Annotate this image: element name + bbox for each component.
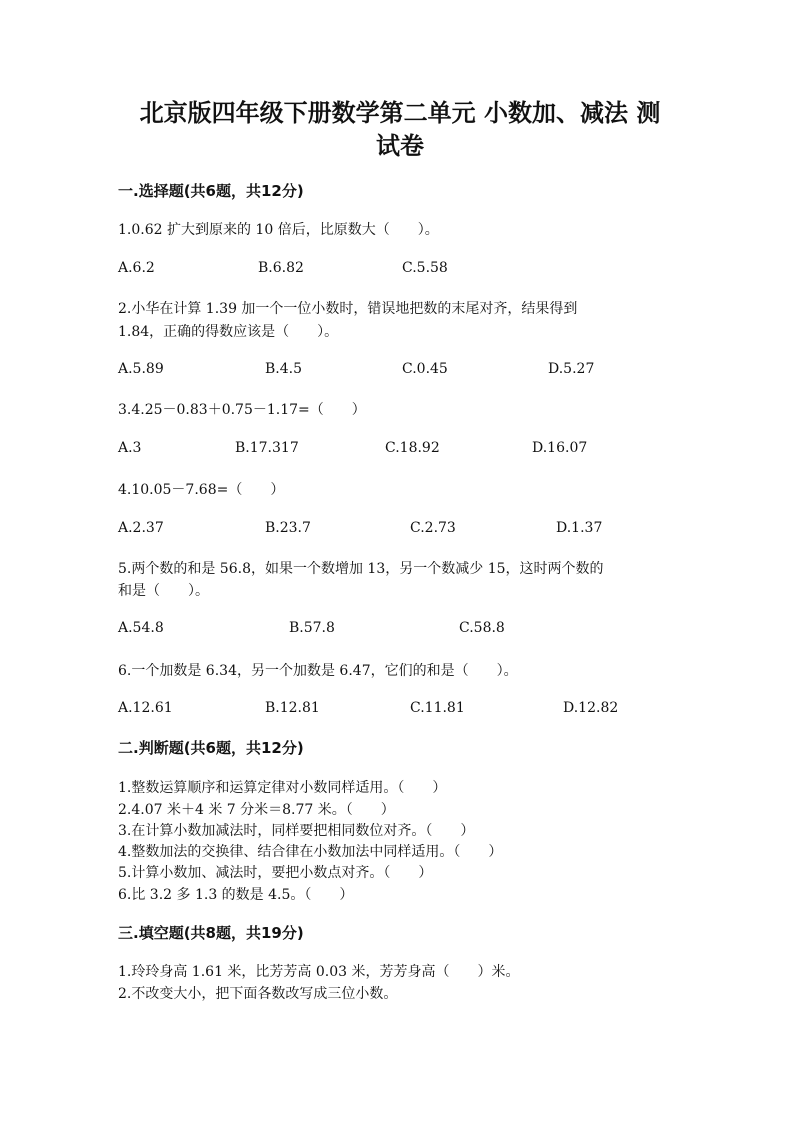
question-5-option-a: A.54.8: [118, 620, 164, 636]
question-1-text: 1.0.62 扩大到原来的 10 倍后，比原数大（ ）。: [118, 222, 439, 238]
question-3-option-c: C.18.92: [385, 440, 440, 456]
judge-item-3: 3.在计算小数加减法时，同样要把相同数位对齐。（ ）: [118, 823, 475, 839]
question-1-option-a: A.6.2: [118, 260, 155, 276]
fill-item-1: 1.玲玲身高 1.61 米，比芳芳高 0.03 米，芳芳身高（ ）米。: [118, 964, 520, 980]
question-2-option-d: D.5.27: [548, 361, 595, 377]
section-heading-fill: 三.填空题(共8题，共19分): [118, 924, 304, 942]
question-2-option-a: A.5.89: [118, 361, 164, 377]
question-4-option-c: C.2.73: [410, 520, 456, 536]
question-5-text-line-1: 5.两个数的和是 56.8，如果一个数增加 13，另一个数减少 15，这时两个数的: [118, 561, 604, 577]
question-5-option-c: C.58.8: [459, 620, 505, 636]
page-title-line-1: 北京版四年级下册数学第二单元 小数加、减法 测: [139, 98, 661, 127]
question-2-text-line-1: 2.小华在计算 1.39 加一个一位小数时，错误地把数的末尾对齐，结果得到: [118, 301, 578, 317]
question-1-option-c: C.5.58: [402, 260, 448, 276]
question-2-text-line-2: 1.84，正确的得数应该是（ ）。: [118, 324, 339, 340]
section-heading-judge: 二.判断题(共6题，共12分): [118, 739, 304, 757]
question-6-option-d: D.12.82: [563, 700, 619, 716]
page-title-line-2: 试卷: [376, 131, 424, 160]
judge-item-2: 2.4.07 米＋4 米 7 分米＝8.77 米。（ ）: [118, 802, 395, 818]
question-6-text: 6.一个加数是 6.34，另一个加数是 6.47，它们的和是（ ）。: [118, 663, 518, 679]
judge-item-5: 5.计算小数加、减法时，要把小数点对齐。（ ）: [118, 865, 433, 881]
question-3-option-a: A.3: [118, 440, 142, 456]
question-1-option-b: B.6.82: [258, 260, 304, 276]
question-5-option-b: B.57.8: [289, 620, 335, 636]
judge-item-4: 4.整数加法的交换律、结合律在小数加法中同样适用。（ ）: [118, 844, 503, 860]
question-3-text: 3.4.25－0.83＋0.75－1.17=（ ）: [118, 402, 366, 418]
question-4-option-d: D.1.37: [556, 520, 603, 536]
question-2-option-b: B.4.5: [265, 361, 303, 377]
question-3-option-d: D.16.07: [532, 440, 588, 456]
judge-item-6: 6.比 3.2 多 1.3 的数是 4.5。（ ）: [118, 887, 354, 903]
question-3-option-b: B.17.317: [235, 440, 299, 456]
question-4-option-a: A.2.37: [118, 520, 164, 536]
question-4-option-b: B.23.7: [265, 520, 311, 536]
fill-item-2: 2.不改变大小，把下面各数改写成三位小数。: [118, 986, 398, 1002]
judge-item-1: 1.整数运算顺序和运算定律对小数同样适用。（ ）: [118, 780, 447, 796]
question-5-text-line-2: 和是（ ）。: [118, 583, 209, 599]
section-heading-choice: 一.选择题(共6题，共12分): [118, 182, 304, 200]
question-6-option-c: C.11.81: [410, 700, 465, 716]
question-2-option-c: C.0.45: [402, 361, 448, 377]
question-4-text: 4.10.05－7.68=（ ）: [118, 482, 285, 498]
question-6-option-b: B.12.81: [265, 700, 320, 716]
question-6-option-a: A.12.61: [118, 700, 173, 716]
